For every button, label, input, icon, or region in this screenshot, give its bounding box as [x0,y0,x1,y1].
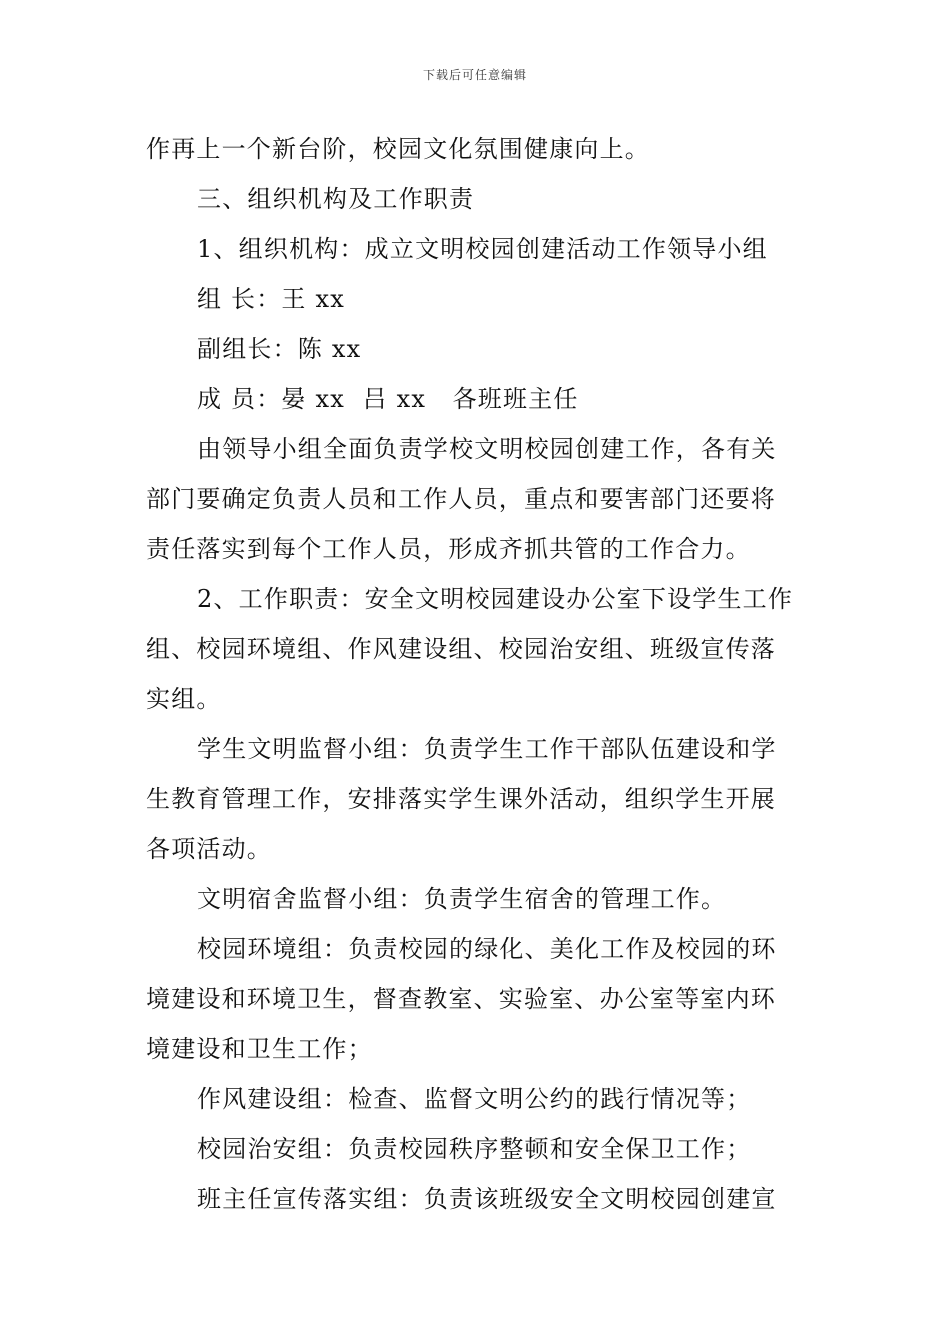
text-line: 1、组织机构：成立文明校园创建活动工作领导小组 [197,235,768,263]
text-line: 部门要确定负责人员和工作人员，重点和要害部门还要将 [146,485,776,513]
text-line: 文明宿舍监督小组：负责学生宿舍的管理工作。 [197,885,727,913]
text-line: 学生文明监督小组：负责学生工作干部队伍建设和学 [197,735,777,763]
text-line: 各项活动。 [146,835,272,863]
text-line: 境建设和环境卫生，督查教室、实验室、办公室等室内环 [146,985,776,1013]
text-line: 组 长：王 xx [197,285,345,313]
text-line: 实组。 [146,685,222,713]
text-line: 组、校园环境组、作风建设组、校园治安组、班级宣传落 [146,635,776,663]
text-line: 由领导小组全面负责学校文明校园创建工作，各有关 [197,435,777,463]
section-heading: 三、组织机构及工作职责 [197,185,475,213]
document-body [146,124,810,1224]
text-line: 校园治安组：负责校园秩序整顿和安全保卫工作； [197,1135,752,1163]
text-line: 作风建设组：检查、监督文明公约的践行情况等； [197,1085,752,1113]
page-header: 下载后可任意编辑 [422,68,527,82]
text-line: 成 员：晏 xx 吕 xx 各班班主任 [197,385,579,413]
text-line: 班主任宣传落实组：负责该班级安全文明校园创建宣 [197,1185,777,1213]
text-line: 2、工作职责：安全文明校园建设办公室下设学生工作 [197,585,794,613]
text-line: 责任落实到每个工作人员，形成齐抓共管的工作合力。 [146,535,751,563]
text-line: 校园环境组：负责校园的绿化、美化工作及校园的环 [197,935,777,963]
text-line: 生教育管理工作，安排落实学生课外活动，组织学生开展 [146,785,776,813]
text-line: 作再上一个新台阶，校园文化氛围健康向上。 [146,135,650,163]
text-line: 副组长：陈 xx [197,335,362,363]
text-line: 境建设和卫生工作； [146,1035,373,1063]
